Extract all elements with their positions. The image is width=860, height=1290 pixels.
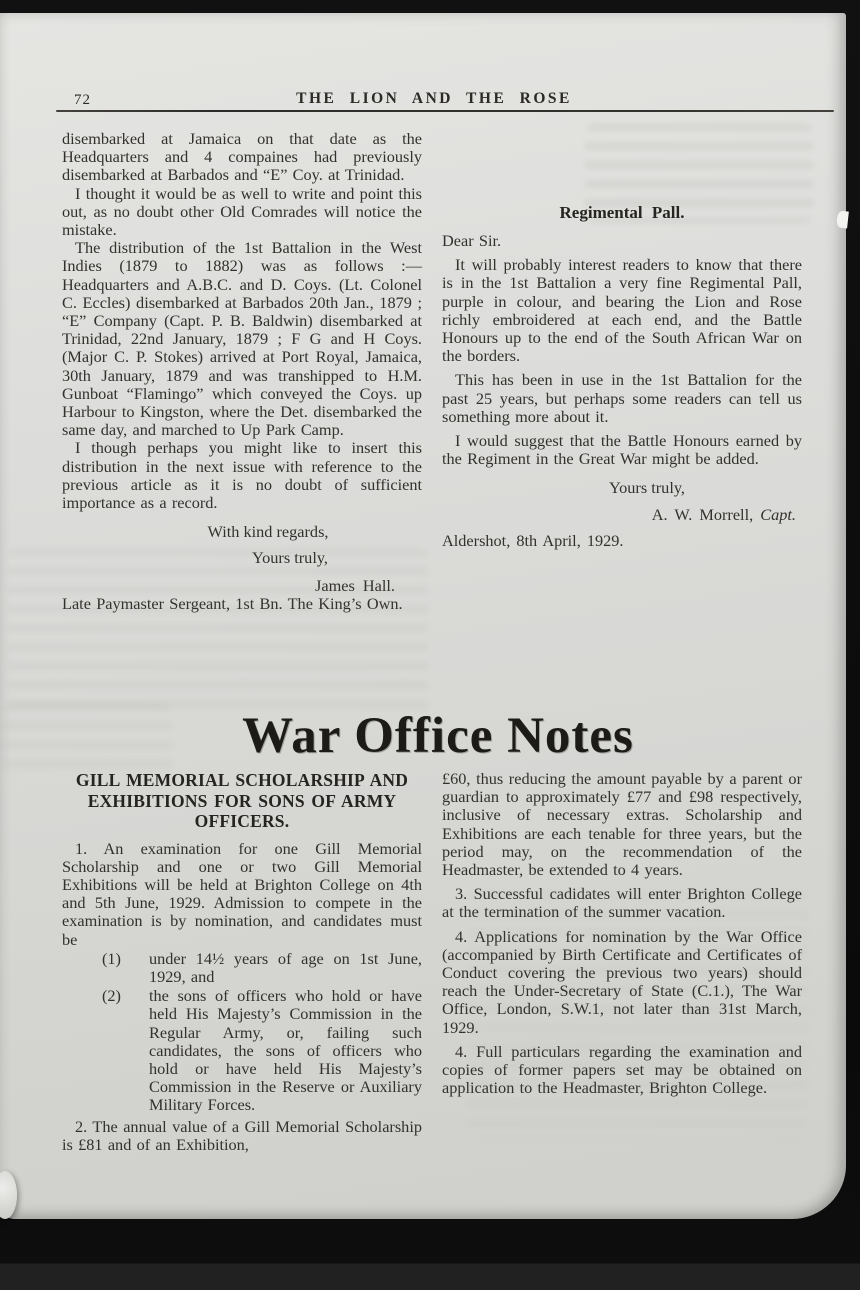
paragraph: I thought it would be as well to write and point this out, as no doubt other Old Comrades will notice the mistake. — [62, 183, 422, 240]
journal-title: THE LION AND THE ROSE — [296, 90, 572, 107]
magazine-page — [0, 13, 846, 1219]
signature-name: A. W. Morrell, — [651, 504, 761, 524]
list-item — [62, 987, 422, 1114]
paragraph: I though perhaps you might like to insert this distribution in the next issue with reference to the previous article as it is no doubt of sufficient importance as a record. — [62, 438, 422, 513]
paragraph: 4. Applications for nomination by the War Office (accompanied by Birth Certificate and Certificates of Conduct covering the previous two years) should reach the Under-Secretary of State (C.1.), The War Office, London, S.W.1, not later than 31st March, 1929. — [442, 926, 802, 1037]
paragraph: 2. The annual value of a Gill Memorial Scholarship is £81 and of an Exhibition, — [62, 1116, 422, 1154]
right-column-letter — [442, 130, 802, 613]
paragraph: This has been in use in the 1st Battalion for the past 25 years, but perhaps some readers can tell us something more about it. — [442, 370, 802, 426]
table-surface — [0, 1263, 860, 1290]
letters-section — [62, 130, 802, 613]
salutation: Dear Sir. — [442, 231, 502, 250]
paragraph: 1. An examination for one Gill Memorial Scholarship and one or two Gill Memorial Exhibitions will be held at Brighton College on 4th and 5th June, 1929. Admission to compete in the examination is by nomination, and candidates must be — [62, 838, 422, 949]
signature-rank: Capt. — [760, 504, 796, 524]
page-holding-thumb — [0, 1171, 17, 1219]
list-item-number: (1) — [102, 948, 121, 968]
paragraph: 3. Successful cadidates will enter Brighton College at the termination of the summer vacation. — [442, 884, 802, 922]
paragraph: 4. Full particulars regarding the examination and copies of former papers set may be obtained on application to the Headmaster, Brighton College. — [442, 1041, 802, 1098]
list-item-text: the sons of officers who hold or have held His Majesty’s Commission in the Regular Army, or, failing such candidates, the sons of officers who hold or have held His Majesty’s Commission in the Reserve or Auxiliary Military Forces. — [149, 986, 422, 1115]
paragraph: The distribution of the 1st Battalion in the West Indies (1879 to 1882) was as follows :— Headquarters and A.B.C. and D. Coys. (Lt. Colonel C. Eccles) disembarked at Barbados 20th Jan., 1879 ; “E” Company (Capt. P. B. Baldwin) disembarked at Trinidad, 22nd January, 1879 ; F G and H Coys. (Major C. P. Stokes) arrived at Port Royal, Jamaica, 30th January, 1879 and was transhipped to H.M. Gunboat “Flamingo” which conveyed the Coys. up Harbour to Kingston, where the Det. disembarked the same day, and marched to Up Park Camp. — [62, 238, 422, 440]
section-title: War Office Notes — [242, 708, 634, 764]
left-column-letter — [62, 130, 422, 613]
signature-title-line: Late Paymaster Sergeant, 1st Bn. The King’s Own. — [62, 593, 403, 613]
paragraph: It will probably interest readers to know that there is in the 1st Battalion a very fine Regimental Pall, purple in colour, and bearing the Lion and Rose richly embroidered at each end, and the Battle Honours up to the end of the South African War on the borders. — [442, 255, 802, 366]
paragraph: £60, thus reducing the amount payable by a parent or guardian to approximately £77 and £98 respectively, inclusive of necessary extras. Scholarship and Exhibitions are each tenable for three years, but the period may, on the recommendation of the Headmaster, be extended to 4 years. — [442, 769, 802, 880]
running-head — [74, 90, 794, 110]
header-rule — [56, 110, 834, 112]
list-item-text: under 14½ years of age on 1st June, 1929, and — [149, 948, 422, 986]
paragraph: I would suggest that the Battle Honours earned by the Regiment in the Great War might be added. — [442, 431, 802, 469]
signature: James Hall. — [315, 575, 395, 595]
signature — [442, 506, 802, 524]
paragraph: disembarked at Jamaica on that date as the Headquarters and 4 compaines had previously disembarked at Barbados and “E” Coy. at Trinidad. — [62, 129, 422, 185]
closing-yours: Yours truly, — [252, 548, 328, 568]
list-item — [62, 950, 422, 986]
article-heading: GILL MEMORIAL SCHOLARSHIP AND EXHIBITIONS FOR SONS OF ARMY OFFICERS. — [75, 770, 409, 831]
gill-scholarship-column — [62, 770, 422, 1154]
war-office-notes-section — [62, 770, 802, 1154]
closing-yours: Yours truly, — [609, 478, 685, 498]
page-number: 72 — [74, 92, 91, 108]
dateline: Aldershot, 8th April, 1929. — [442, 530, 624, 550]
war-office-right-column — [442, 770, 802, 1154]
letter-heading: Regimental Pall. — [559, 203, 685, 222]
page-edge-notch — [836, 210, 849, 228]
list-item-number: (2) — [102, 986, 121, 1006]
closing-regards: With kind regards, — [207, 522, 329, 542]
